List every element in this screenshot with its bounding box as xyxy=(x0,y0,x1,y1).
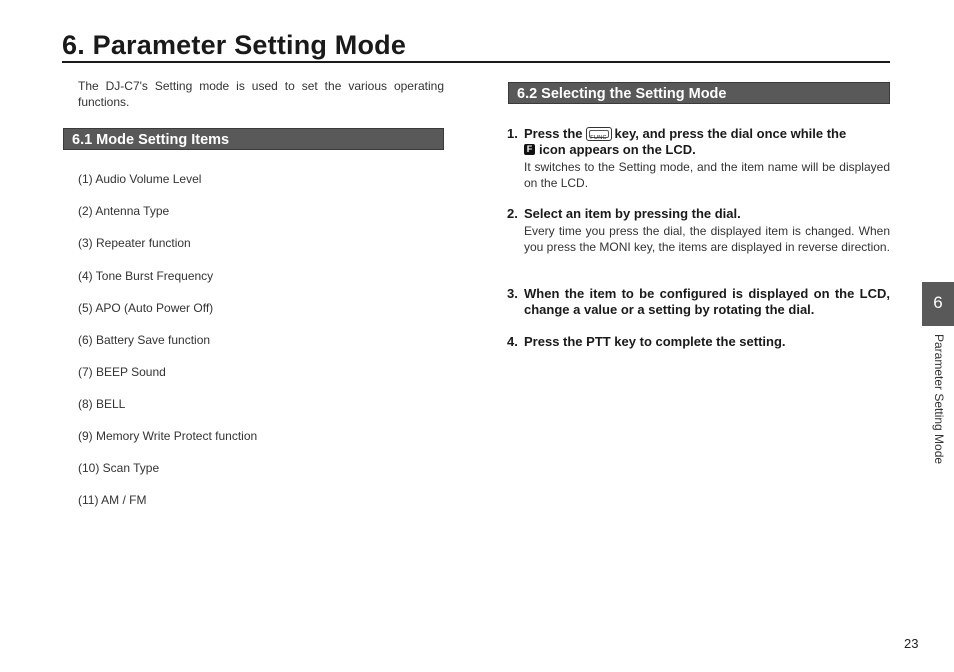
step-4-title xyxy=(507,334,890,350)
list-item: (3) Repeater function xyxy=(78,236,191,250)
step-4-text: Press the PTT key to complete the setting. xyxy=(524,334,786,349)
step-1-text-a: Press the xyxy=(524,126,583,141)
step-number: 3. xyxy=(507,286,518,301)
list-item: (1) Audio Volume Level xyxy=(78,172,202,186)
list-item: (9) Memory Write Protect function xyxy=(78,429,258,443)
func-key-icon xyxy=(586,127,612,141)
step-2-title xyxy=(507,206,890,222)
list-item: (8) BELL xyxy=(78,397,126,411)
lcd-icon-glyph: F xyxy=(526,144,533,154)
lcd-function-icon xyxy=(524,144,535,155)
side-chapter-label: Parameter Setting Mode xyxy=(932,334,946,465)
chapter-tab: 6 xyxy=(922,282,954,326)
step-1-text-b: key, and press the dial once while the xyxy=(614,126,847,141)
step-1-text-c: icon appears on the LCD. xyxy=(539,142,696,157)
step-number: 2. xyxy=(507,206,518,221)
page-number: 23 xyxy=(904,636,919,651)
step-number: 1. xyxy=(507,126,518,141)
section-heading-mode-setting-items: 6.1 Mode Setting Items xyxy=(63,128,444,150)
step-2-text: Select an item by pressing the dial. xyxy=(524,206,741,221)
list-item: (5) APO (Auto Power Off) xyxy=(78,301,214,315)
func-key-label: FUNC xyxy=(590,135,607,141)
step-1-title xyxy=(507,126,890,158)
step-3-text: When the item to be configured is displayed on the LCD, change a value or a setting by rotating the dial. xyxy=(524,286,890,317)
intro-paragraph: The DJ-C7's Setting mode is used to set the various operating functions. xyxy=(78,79,444,109)
step-1-body: It switches to the Setting mode, and the item name will be displayed on the LCD. xyxy=(524,160,890,190)
title-underline xyxy=(62,61,890,63)
list-item: (4) Tone Burst Frequency xyxy=(78,269,214,283)
step-3-title xyxy=(507,286,890,318)
list-item: (6) Battery Save function xyxy=(78,333,211,347)
list-item: (11) AM / FM xyxy=(78,493,147,507)
page-title: 6. Parameter Setting Mode xyxy=(62,30,407,60)
list-item: (10) Scan Type xyxy=(78,461,160,475)
step-1-text xyxy=(524,126,890,158)
list-item: (2) Antenna Type xyxy=(78,204,170,218)
step-number: 4. xyxy=(507,334,518,349)
list-item: (7) BEEP Sound xyxy=(78,365,166,379)
section-heading-selecting-setting-mode: 6.2 Selecting the Setting Mode xyxy=(508,82,890,104)
step-2-body: Every time you press the dial, the displayed item is changed. When you press the MONI key, the items are displayed in reverse direction. xyxy=(524,224,890,254)
